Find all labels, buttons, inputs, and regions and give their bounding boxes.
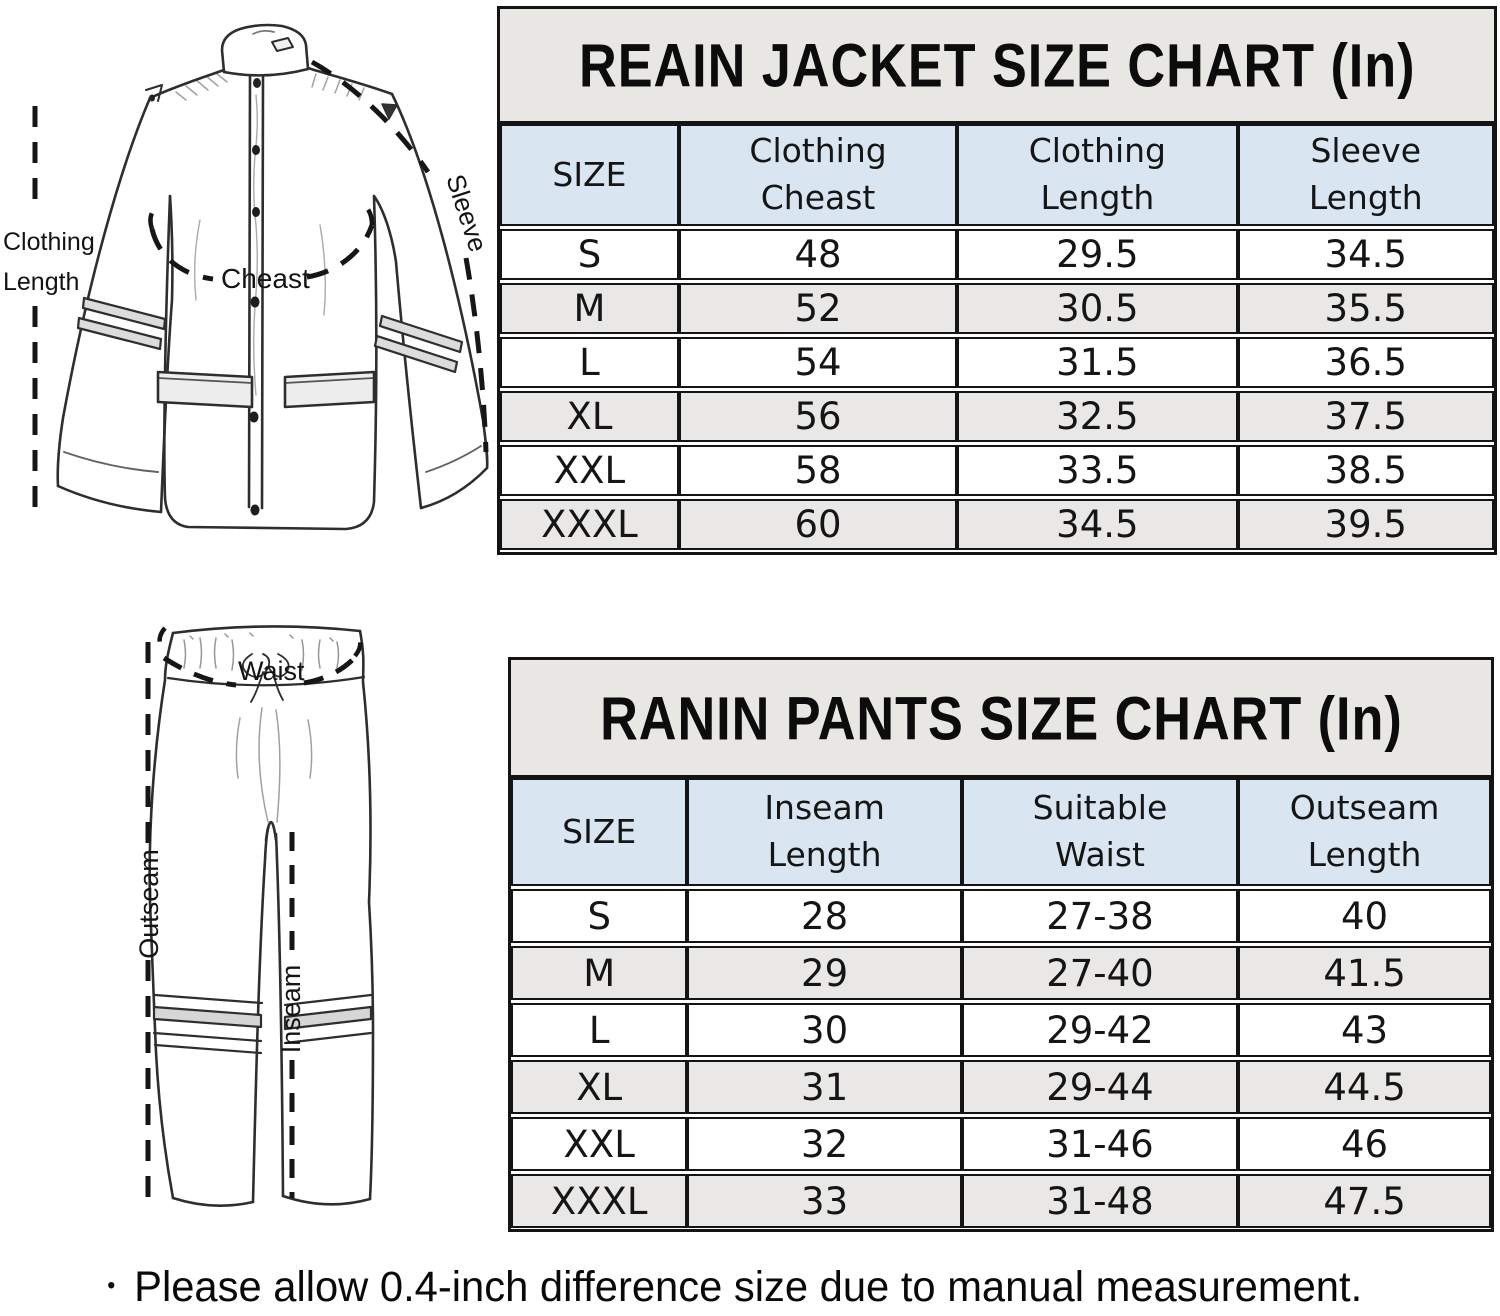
table-row: XL 56 32.5 37.5: [500, 391, 1494, 442]
pants-header-size: SIZE: [511, 778, 687, 886]
table-row: S 48 29.5 34.5: [500, 229, 1494, 280]
jacket-diagram: [0, 0, 500, 560]
jacket-header-clothing-cheast: Clothing Cheast: [679, 124, 957, 226]
table-row: M 52 30.5 35.5: [500, 283, 1494, 334]
waist-dash-arc: [160, 628, 165, 650]
sleeve-label: Sleeve: [440, 170, 494, 256]
table-row: XL 31 29-44 44.5: [511, 1060, 1491, 1114]
pants-header-inseam-length: Inseam Length: [687, 778, 961, 886]
pants-table-header-row: [511, 778, 1491, 886]
jacket-header-size: SIZE: [500, 124, 679, 226]
jacket-table-title: REAIN JACKET SIZE CHART (In): [500, 9, 1494, 124]
table-row: S 28 27-38 40: [511, 889, 1491, 943]
left-pocket-flap: [158, 372, 252, 407]
chest-dash-arc: [150, 206, 158, 229]
jacket-collar-outline: [222, 25, 308, 72]
pants-header-outseam-length: Outseam Length: [1238, 778, 1491, 886]
bullet-icon: •: [107, 1272, 116, 1299]
clothing-length-label-line2: Length: [3, 268, 80, 296]
jacket-table-header-row: [500, 124, 1494, 226]
inseam-label: Inseam: [276, 964, 306, 1054]
jacket-size-table: [497, 6, 1497, 555]
pants-waist-top: [173, 626, 360, 633]
table-row: XXL 32 31-46 46: [511, 1117, 1491, 1171]
jacket-header-sleeve-length: Sleeve Length: [1238, 124, 1494, 226]
knee-stripes: [154, 995, 371, 1053]
table-row: XXL 58 33.5 38.5: [500, 445, 1494, 496]
waist-label: Waist: [238, 656, 305, 686]
clothing-length-label-line1: Clothing: [3, 228, 95, 256]
measurement-note: [104, 1261, 1362, 1312]
pants-table-title: RANIN PANTS SIZE CHART (In): [511, 660, 1491, 778]
table-row: L 30 29-42 43: [511, 1003, 1491, 1057]
jacket-header-clothing-length: Clothing Length: [957, 124, 1237, 226]
hood-fold-mark: [272, 38, 293, 51]
sleeve-dash-line: [312, 62, 428, 172]
right-pocket-flap: [285, 372, 374, 407]
table-row: L 54 31.5 36.5: [500, 337, 1494, 388]
chest-label: Cheast: [221, 263, 310, 294]
table-row: XXXL 33 31-48 47.5: [511, 1174, 1491, 1228]
crotch-curve: [266, 822, 276, 840]
measurement-note-text: Please allow 0.4-inch difference size due to manual measurement.: [134, 1263, 1363, 1311]
pants-header-suitable-waist: Suitable Waist: [962, 778, 1238, 886]
pants-size-table: [508, 657, 1494, 1232]
pants-table-body: [511, 889, 1491, 1228]
jacket-table-body: [500, 229, 1494, 550]
pants-diagram: [80, 598, 480, 1258]
jacket-collar-base: [224, 69, 308, 75]
table-row: XXXL 60 34.5 39.5: [500, 499, 1494, 550]
table-row: M 29 27-40 41.5: [511, 946, 1491, 1000]
collar-button: [253, 78, 261, 88]
outseam-label: Outseam: [134, 849, 164, 959]
